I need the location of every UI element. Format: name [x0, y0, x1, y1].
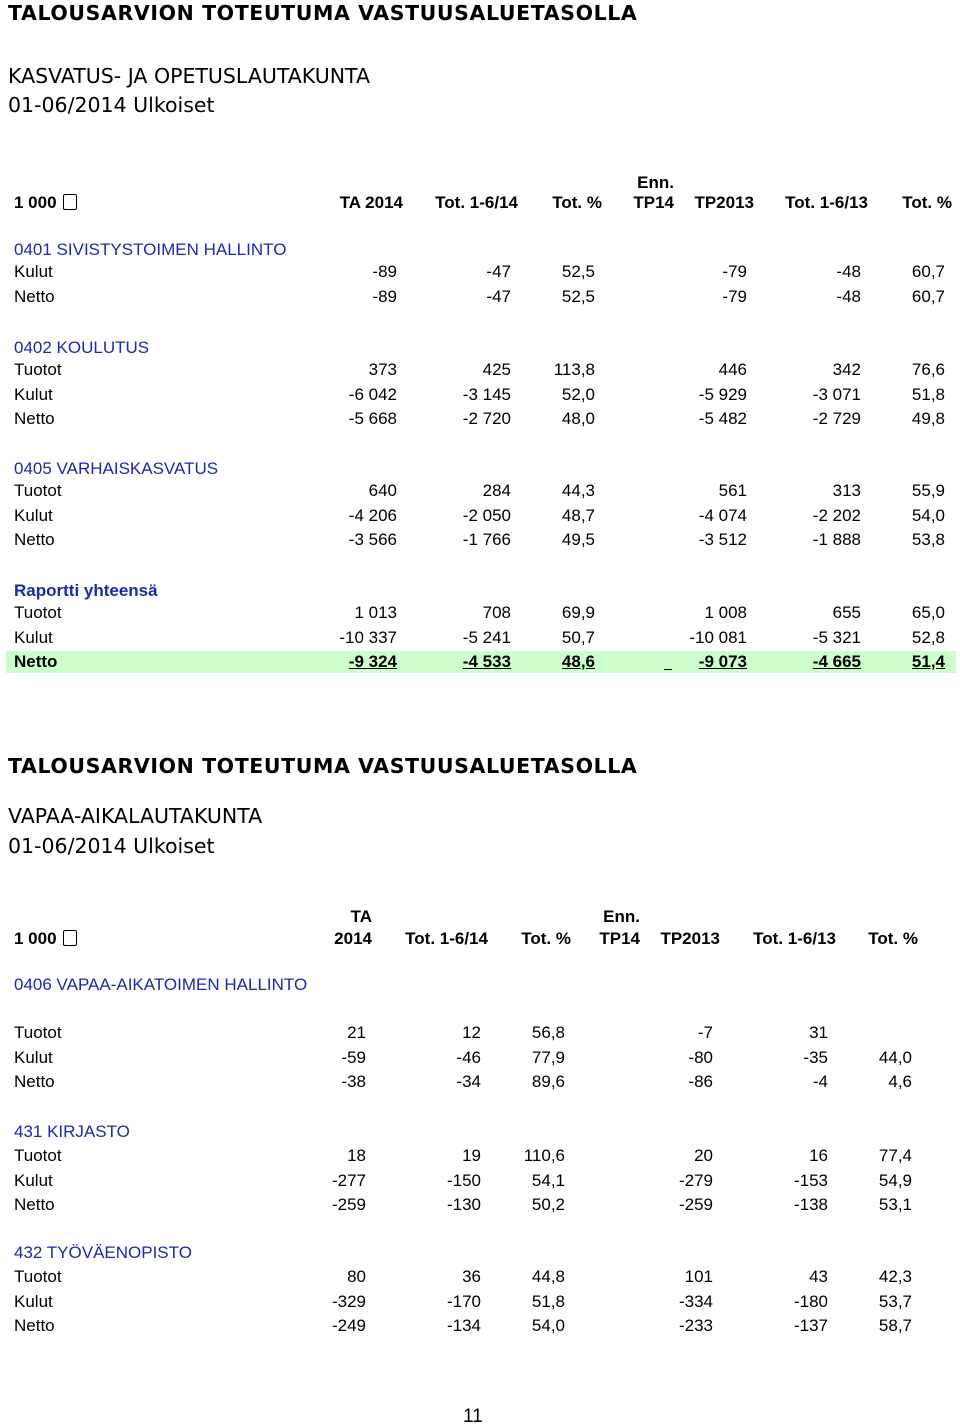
cell-value: 113,8	[553, 360, 595, 379]
cell-value: -35	[803, 1047, 828, 1067]
cell-value: -10 337	[339, 627, 397, 647]
group-title-432-tyovaenopisto: 432 TYÖVÄENOPISTO	[14, 1243, 192, 1262]
header-enn-bottom: TP14	[633, 193, 674, 212]
cell-value: 43	[809, 1267, 828, 1286]
row-label: Tuotot	[14, 1267, 62, 1286]
cell-value: 50,2	[531, 1195, 565, 1214]
cell-value: 53,7	[878, 1291, 912, 1311]
row-label: Tuotot	[14, 1023, 62, 1042]
cell-value: 16	[809, 1146, 828, 1165]
cell-value: -137	[793, 1316, 828, 1335]
header-ta-bottom: 2014	[334, 929, 372, 948]
header-tp2013: TP2013	[660, 929, 720, 948]
cell-value: 21	[347, 1023, 366, 1042]
cell-value: 52,5	[561, 262, 595, 281]
header-ta: TA 2014	[339, 193, 403, 212]
cell-value: 54,9	[878, 1170, 912, 1190]
table-row	[6, 1266, 922, 1288]
cell-value: 42,3	[878, 1267, 912, 1286]
row-label: Kulut	[14, 1291, 53, 1311]
cell-value: 373	[368, 360, 397, 379]
cell-value: -10 081	[689, 627, 747, 647]
cell-value: 1 008	[704, 603, 747, 622]
cell-value: 77,4	[878, 1146, 912, 1165]
cell-value: 80	[347, 1267, 366, 1286]
cell-value: -2 050	[462, 505, 511, 525]
header-enn-bottom: TP14	[599, 929, 640, 948]
table-row	[6, 1194, 922, 1216]
group-title-0402-koulutus: 0402 KOULUTUS	[14, 338, 150, 357]
cell-value: -2 729	[812, 409, 861, 428]
group-title-0405-varhaiskasvatus: 0405 VARHAISKASVATUS	[14, 459, 219, 478]
row-label: Kulut	[14, 627, 53, 647]
cell-value: -86	[688, 1072, 713, 1091]
cell-value: -170	[446, 1291, 481, 1311]
cell-value: 342	[832, 360, 861, 379]
header-ta-top: TA	[350, 907, 372, 926]
cell-value: 50,7	[561, 627, 595, 647]
cell-value: 58,7	[878, 1316, 912, 1335]
group-title-raportti-yhteensa: Raportti yhteensä	[14, 581, 158, 600]
header-tot13: Tot. 1-6/13	[753, 929, 836, 948]
group-title-0401-sivistystoimen-hallinto: 0401 SIVISTYSTOIMEN HALLINTO	[14, 240, 287, 259]
cell-value: -59	[341, 1047, 366, 1067]
cell-value: 425	[482, 360, 511, 379]
cell-value: -3 512	[698, 530, 747, 549]
row-label: Tuotot	[14, 1146, 62, 1165]
cell-value: -1 766	[462, 530, 511, 549]
cell-value: 1 013	[354, 603, 397, 622]
report-title: TALOUSARVION TOTEUTUMA VASTUUSALUETASOLLA	[8, 754, 638, 778]
cell-value: 54,1	[531, 1170, 565, 1190]
table-row	[6, 1022, 922, 1044]
cell-value: 56,8	[531, 1023, 565, 1042]
cell-value: -9 324	[348, 652, 397, 671]
cell-value: -5 241	[462, 627, 511, 647]
cell-value: -259	[678, 1195, 713, 1214]
cell-value: 55,9	[911, 481, 945, 500]
header-pct13: Tot. %	[868, 929, 918, 948]
cell-value: 19	[462, 1146, 481, 1165]
row-label: Netto	[14, 1316, 55, 1335]
row-label: Netto	[14, 286, 55, 306]
cell-value: 53,1	[878, 1195, 912, 1214]
cell-value: -249	[331, 1316, 366, 1335]
report-period: 01-06/2014 Ulkoiset	[8, 834, 215, 858]
table-row	[6, 1291, 922, 1313]
row-label: Netto	[14, 1195, 55, 1214]
cell-value: 51,4	[911, 652, 945, 671]
cell-value: -5 321	[812, 627, 861, 647]
cell-value: -79	[722, 262, 747, 281]
cell-value: 18	[347, 1146, 366, 1165]
report-period: 01-06/2014 Ulkoiset	[8, 93, 215, 117]
row-label: Tuotot	[14, 360, 62, 379]
cell-value: 284	[482, 481, 511, 500]
cell-value: -233	[678, 1316, 713, 1335]
cell-value: 53,8	[911, 530, 945, 549]
board-name: KASVATUS- JA OPETUSLAUTAKUNTA	[8, 64, 370, 88]
row-label: Kulut	[14, 262, 53, 281]
cell-value: -89	[372, 286, 397, 306]
cell-value: 65,0	[911, 603, 945, 622]
cell-value: -4 533	[462, 652, 511, 671]
cell-value: -4	[812, 1072, 828, 1091]
cell-value: 77,9	[531, 1047, 565, 1067]
cell-value: -79	[722, 286, 747, 306]
cell-value: -3 566	[348, 530, 397, 549]
table-row	[6, 1315, 922, 1337]
table-row	[6, 1047, 922, 1069]
cell-value: 12	[462, 1023, 481, 1042]
cell-value: 52,5	[561, 286, 595, 306]
header-tot: Tot. 1-6/14	[405, 929, 488, 948]
cell-value: 44,0	[878, 1047, 912, 1067]
cell-value: -3 071	[812, 384, 861, 404]
header-tot: Tot. 1-6/14	[435, 193, 518, 212]
cell-value: 48,0	[561, 409, 595, 428]
cell-value: 48,6	[561, 652, 595, 671]
cell-value: 20	[694, 1146, 713, 1165]
cell-value: -4 074	[698, 505, 747, 525]
group-title-0406-vapaa-aikatoimen-hallinto: 0406 VAPAA-AIKATOIMEN HALLINTO	[14, 975, 308, 994]
cell-value: 60,7	[911, 286, 945, 306]
cell-value: 89,6	[531, 1072, 565, 1091]
cell-value: -4 206	[348, 505, 397, 525]
cell-value: -34	[456, 1072, 481, 1091]
cell-value: 36	[462, 1267, 481, 1286]
header-enn-top: Enn.	[637, 173, 674, 192]
unit-label: 1 000	[14, 193, 77, 213]
cell-value: 48,7	[561, 505, 595, 525]
cell-value: -180	[793, 1291, 828, 1311]
cell-value: -279	[678, 1170, 713, 1190]
cell-value: 54,0	[911, 505, 945, 525]
cell-value: -5 929	[698, 384, 747, 404]
row-label: Netto	[14, 530, 55, 549]
cell-value: -48	[836, 262, 861, 281]
cell-value: -9 073	[698, 652, 747, 671]
cell-value: 49,5	[561, 530, 595, 549]
page-number: 11	[463, 1406, 483, 1427]
cell-value: -1 888	[812, 530, 861, 549]
cell-value: -2 720	[462, 409, 511, 428]
cell-value: -329	[331, 1291, 366, 1311]
cell-value: 52,0	[561, 384, 595, 404]
cell-value: -134	[446, 1316, 481, 1335]
cell-value: -5 482	[698, 409, 747, 428]
cell-value: 51,8	[911, 384, 945, 404]
unit-label: 1 000	[14, 929, 77, 949]
cell-value: -47	[486, 286, 511, 306]
cell-value: 640	[368, 481, 397, 500]
cell-value: -80	[688, 1047, 713, 1067]
cell-value: -48	[836, 286, 861, 306]
report-title: TALOUSARVION TOTEUTUMA VASTUUSALUETASOLLA	[8, 1, 638, 25]
euro-icon	[63, 930, 77, 946]
cell-value: 69,9	[561, 603, 595, 622]
cell-value: 51,8	[531, 1291, 565, 1311]
row-label: Netto	[14, 1072, 55, 1091]
cell-value: -138	[793, 1195, 828, 1214]
row-label: Kulut	[14, 1170, 53, 1190]
cell-value: -153	[793, 1170, 828, 1190]
cell-value: -89	[372, 262, 397, 281]
table-row	[6, 1145, 922, 1167]
header-pct: Tot. %	[521, 929, 571, 948]
cell-value: -259	[331, 1195, 366, 1214]
row-label: Netto	[14, 409, 55, 428]
cell-value: -3 145	[462, 384, 511, 404]
cell-value: -6 042	[348, 384, 397, 404]
cell-value: 313	[832, 481, 861, 500]
board-name: VAPAA-AIKALAUTAKUNTA	[8, 804, 263, 828]
cell-value: -7	[697, 1023, 713, 1042]
cell-value: -5 668	[348, 409, 397, 428]
cell-value: -130	[446, 1195, 481, 1214]
cell-value: -4 665	[812, 652, 861, 671]
table-row	[6, 1170, 922, 1192]
row-label: Kulut	[14, 1047, 53, 1067]
cell-value: -150	[446, 1170, 481, 1190]
cell-value: -47	[486, 262, 511, 281]
row-label: Kulut	[14, 505, 53, 525]
cell-value: 4,6	[888, 1072, 912, 1091]
cell-value: 31	[809, 1023, 828, 1042]
cell-value: -277	[331, 1170, 366, 1190]
cell-value: 49,8	[911, 409, 945, 428]
row-label: Tuotot	[14, 603, 62, 622]
row-label: Netto	[14, 652, 58, 671]
cell-value: 54,0	[531, 1316, 565, 1335]
header-pct13: Tot. %	[902, 193, 952, 212]
row-label: Kulut	[14, 384, 53, 404]
cell-value: 44,3	[561, 481, 595, 500]
cell-value: 110,6	[523, 1146, 565, 1165]
cell-value: -38	[341, 1072, 366, 1091]
cell-value: -334	[678, 1291, 713, 1311]
header-pct: Tot. %	[552, 193, 602, 212]
table-row	[6, 1071, 922, 1093]
cell-value: 60,7	[911, 262, 945, 281]
header-tot13: Tot. 1-6/13	[785, 193, 868, 212]
cell-value: 76,6	[911, 360, 945, 379]
cell-value: 446	[718, 360, 747, 379]
cell-value: 44,8	[531, 1267, 565, 1286]
cell-value: 655	[832, 603, 861, 622]
cell-value: -2 202	[812, 505, 861, 525]
cell-value: 708	[482, 603, 511, 622]
cell-value: 101	[684, 1267, 713, 1286]
cell-value: 561	[718, 481, 747, 500]
header-tp2013: TP2013	[694, 193, 754, 212]
cell-value: 52,8	[911, 627, 945, 647]
row-label: Tuotot	[14, 481, 62, 500]
group-title-431-kirjasto: 431 KIRJASTO	[14, 1122, 130, 1141]
header-enn-top: Enn.	[603, 907, 640, 926]
cell-value: -46	[456, 1047, 481, 1067]
